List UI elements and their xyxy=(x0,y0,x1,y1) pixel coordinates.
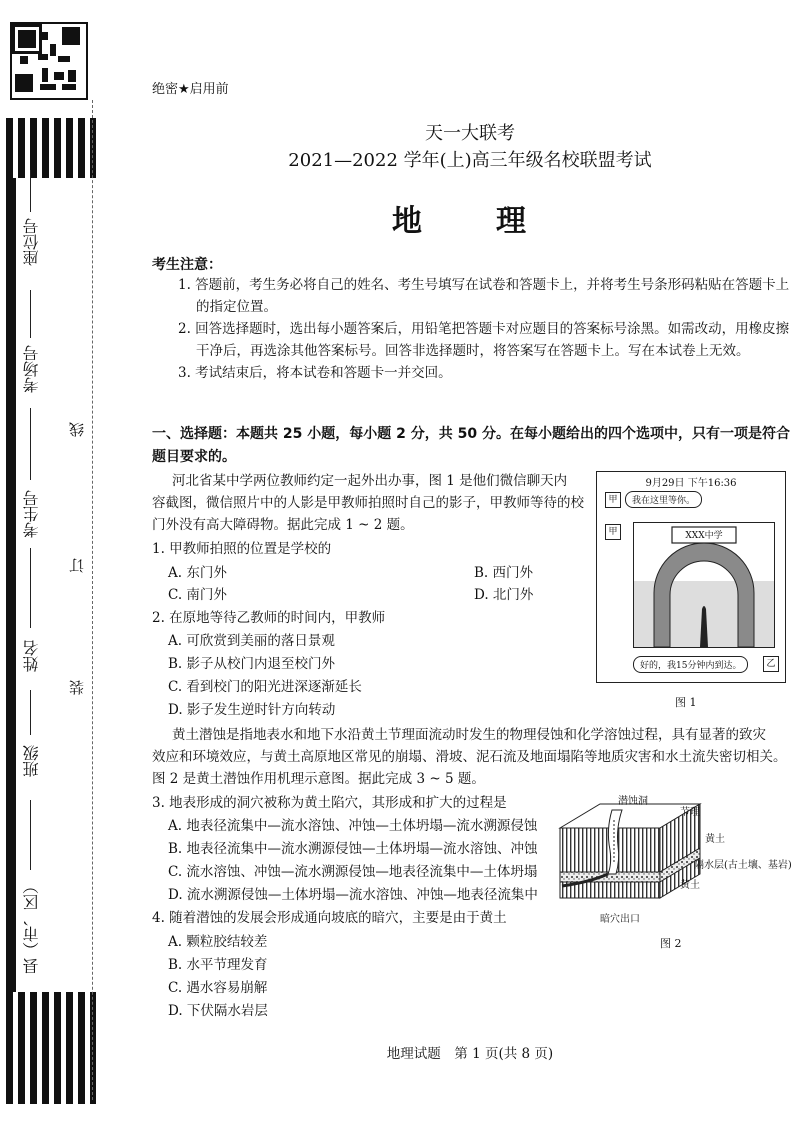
avatar-yi: 乙 xyxy=(763,656,779,672)
question-stem: 4. 随着潜蚀的发展会形成通向坡底的暗穴，主要是由于黄土 xyxy=(152,910,507,926)
option-a: A. 东门外 xyxy=(168,565,227,581)
label-loess-lower: 黄土 xyxy=(680,880,700,891)
figure-1-caption: 图 1 xyxy=(675,696,697,709)
passage-line: 河北省某中学两位教师约定一起外出办事，图 1 是他们微信聊天内 xyxy=(172,473,568,489)
passage-line: 效应和环境效应，与黄土高原地区常见的崩塌、滑坡、泥石流及地面塌陷等地质灾害和水土流失密切相关。 xyxy=(152,749,787,765)
option-c: C. 流水溶蚀、冲蚀—流水溯源侵蚀—地表径流集中—土体坍塌 xyxy=(168,864,538,880)
subject-title: 地 理 xyxy=(392,204,548,239)
label-cave: 潜蚀洞 xyxy=(618,796,648,807)
notice-item: 2. 回答选择题时，选出每小题答案后，用铅笔把答题卡对应题目的答案标号涂黑。如需改动，用橡皮擦 xyxy=(178,321,790,337)
passage-line: 黄土潜蚀是指地表水和地下水沿黄土节理面流动时发生的物理侵蚀和化学溶蚀过程，具有显著的致灾 xyxy=(172,727,766,743)
label-loess-upper: 黄土 xyxy=(705,834,725,845)
option-c: C. 南门外 xyxy=(168,587,227,603)
chat-bubble-yi: 好的，我15分钟内到达。 xyxy=(633,656,748,673)
binding-line-mark: 线 xyxy=(68,422,86,437)
avatar-jia: 甲 xyxy=(605,492,621,508)
county-label: 县（市、区） xyxy=(22,878,41,974)
room-label: 考场号 xyxy=(22,345,41,393)
page-footer: 地理试题 第 1 页(共 8 页) xyxy=(386,1046,554,1062)
option-d: D. 流水溯源侵蚀—土体坍塌—流水溶蚀、冲蚀—地表径流集中 xyxy=(168,887,538,903)
avatar-jia: 甲 xyxy=(605,524,621,540)
cut-line xyxy=(92,100,94,1100)
notice-item: 3. 考试结束后，将本试卷和答题卡一并交回。 xyxy=(178,365,452,381)
notice-item: 的指定位置。 xyxy=(196,299,277,315)
binding-zhuang-mark: 装 xyxy=(68,680,86,695)
seat-label: 座位号 xyxy=(22,218,41,266)
gate-illustration xyxy=(634,523,774,647)
option-b: B. 影子从校门内退至校门外 xyxy=(168,656,336,672)
name-field-line xyxy=(30,548,31,628)
chat-time: 9月29日 下午16:36 xyxy=(645,478,737,489)
passage-line: 容截图，微信照片中的人影是甲教师拍照时自己的影子，甲教师等待的校 xyxy=(152,495,584,511)
shadow-figure xyxy=(700,606,708,647)
option-a: A. 地表径流集中—流水溶蚀、冲蚀—土体坍塌—流水溯源侵蚀 xyxy=(168,818,538,834)
passage-line: 门外没有高大障碍物。据此完成 1 ~ 2 题。 xyxy=(152,517,414,533)
passage-line: 图 2 是黄土潜蚀作用机理示意图。据此完成 3 ~ 5 题。 xyxy=(152,771,485,787)
notice-title: 考生注意： xyxy=(152,257,222,273)
county-field-line xyxy=(30,800,31,870)
chat-bubble-jia: 我在这里等你。 xyxy=(625,491,702,508)
figure-1-chat xyxy=(596,471,786,683)
class-field-line xyxy=(30,690,31,735)
notice-item: 干净后，再选涂其他答案标号。回答非选择题时，将答案写在答题卡上。写在本试卷上无效。 xyxy=(196,343,750,359)
qr-code xyxy=(10,22,88,100)
confidential-mark: 绝密★启用前 xyxy=(152,82,229,97)
question-stem: 1. 甲教师拍照的位置是学校的 xyxy=(152,541,332,557)
option-a: A. 颗粒胶结较差 xyxy=(168,934,268,950)
figure-2-caption: 图 2 xyxy=(660,937,682,950)
room-field-line xyxy=(30,290,31,338)
class-label: 班级 xyxy=(22,745,41,777)
option-c: C. 遇水容易崩解 xyxy=(168,980,268,996)
name-label: 姓名 xyxy=(22,640,41,672)
label-aquiclude: 隔水层(古土壤、基岩) xyxy=(694,860,792,871)
chat-photo xyxy=(633,522,775,648)
option-b: B. 地表径流集中—流水溯源侵蚀—土体坍塌—流水溶蚀、冲蚀 xyxy=(168,841,538,857)
id-label: 考生号 xyxy=(22,490,41,538)
section-title: 一、选择题：本题共 25 小题，每小题 2 分，共 50 分。在每小题给出的四个选项中，只有一项是符合题目要求的。 xyxy=(152,426,790,465)
label-outlet: 暗穴出口 xyxy=(600,914,640,925)
option-d: D. 北门外 xyxy=(474,587,534,603)
option-d: D. 下伏隔水岩层 xyxy=(168,1003,268,1019)
question-stem: 3. 地表形成的洞穴被称为黄土陷穴，其形成和扩大的过程是 xyxy=(152,795,507,811)
question-stem: 2. 在原地等待乙教师的时间内，甲教师 xyxy=(152,610,386,626)
option-d: D. 影子发生逆时针方向转动 xyxy=(168,702,336,718)
option-c: C. 看到校门的阳光进深逐渐延长 xyxy=(168,679,362,695)
id-field-line xyxy=(30,408,31,480)
binding-bar xyxy=(6,178,16,992)
label-joint: 节理 xyxy=(680,807,700,818)
option-b: B. 西门外 xyxy=(474,565,534,581)
option-a: A. 可欣赏到美丽的落日景观 xyxy=(168,633,335,649)
organizer: 天一大联考 xyxy=(425,123,515,144)
binding-ding-mark: 订 xyxy=(68,558,86,573)
notice-item: 1. 答题前，考生务必将自己的姓名、考生号填写在试卷和答题卡上，并将考生号条形码粘贴在答题卡上 xyxy=(178,277,790,293)
option-b: B. 水平节理发育 xyxy=(168,957,268,973)
exam-title: 2021—2022 学年(上)高三年级名校联盟考试 xyxy=(288,150,652,171)
gate-sign: XXX中学 xyxy=(685,531,723,541)
